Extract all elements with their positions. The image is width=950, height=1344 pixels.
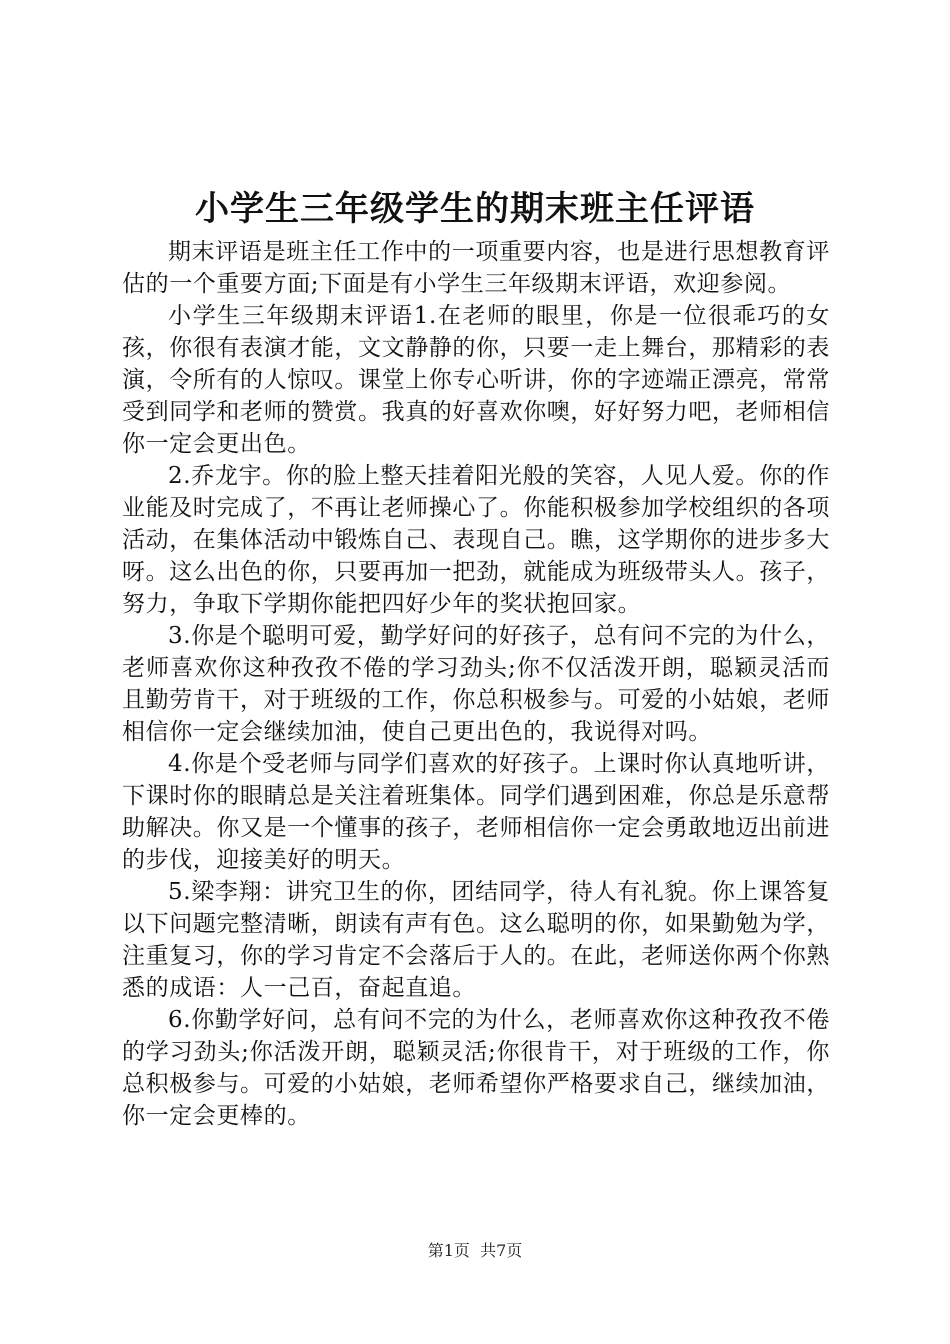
document-body	[122, 236, 830, 1132]
paragraph-intro: 期末评语是班主任工作中的一项重要内容，也是进行思想教育评估的一个重要方面;下面是有小学生三年级期末评语，欢迎参阅。	[122, 239, 830, 297]
paragraph-comment-3: 3.你是个聪明可爱，勤学好问的好孩子，总有问不完的为什么，老师喜欢你这种孜孜不倦的学习劲头;你不仅活泼开朗，聪颖灵活而且勤劳肯干，对于班级的工作，你总积极参与。可爱的小姑娘，老师相信你一定会继续加油，使自己更出色的，我说得对吗。	[122, 623, 830, 745]
page-number: 第1页	[427, 1241, 470, 1260]
page-footer	[0, 1240, 950, 1262]
paragraph-comment-6: 6.你勤学好问，总有问不完的为什么，老师喜欢你这种孜孜不倦的学习劲头;你活泼开朗，聪颖灵活;你很肯干，对于班级的工作，你总积极参与。可爱的小姑娘，老师希望你严格要求自己，继续加油，你一定会更棒的。	[122, 1007, 830, 1129]
page-total: 共7页	[480, 1241, 523, 1260]
document-title: 小学生三年级学生的期末班主任评语	[195, 189, 755, 229]
paragraph-comment-5: 5.梁李翔：讲究卫生的你，团结同学，待人有礼貌。你上课答复以下问题完整清晰，朗读有声有色。这么聪明的你，如果勤勉为学，注重复习，你的学习肯定不会落后于人的。在此，老师送你两个你熟悉的成语：人一己百，奋起直追。	[122, 879, 830, 1001]
paragraph-comment-2: 2.乔龙宇。你的脸上整天挂着阳光般的笑容，人见人爱。你的作业能及时完成了，不再让老师操心了。你能积极参加学校组织的各项活动，在集体活动中锻炼自己、表现自己。瞧，这学期你的进步多大呀。这么出色的你，只要再加一把劲，就能成为班级带头人。孩子，努力，争取下学期你能把四好少年的奖状抱回家。	[122, 463, 830, 617]
paragraph-comment-4: 4.你是个受老师与同学们喜欢的好孩子。上课时你认真地听讲，下课时你的眼睛总是关注着班集体。同学们遇到困难，你总是乐意帮助解决。你又是一个懂事的孩子，老师相信你一定会勇敢地迈出前进的步伐，迎接美好的明天。	[122, 751, 830, 873]
paragraph-comment-1: 小学生三年级期末评语1.在老师的眼里，你是一位很乖巧的女孩，你很有表演才能，文文静静的你，只要一走上舞台，那精彩的表演，令所有的人惊叹。课堂上你专心听讲，你的字迹端正漂亮，常常受到同学和老师的赞赏。我真的好喜欢你噢，好好努力吧，老师相信你一定会更出色。	[122, 303, 830, 457]
